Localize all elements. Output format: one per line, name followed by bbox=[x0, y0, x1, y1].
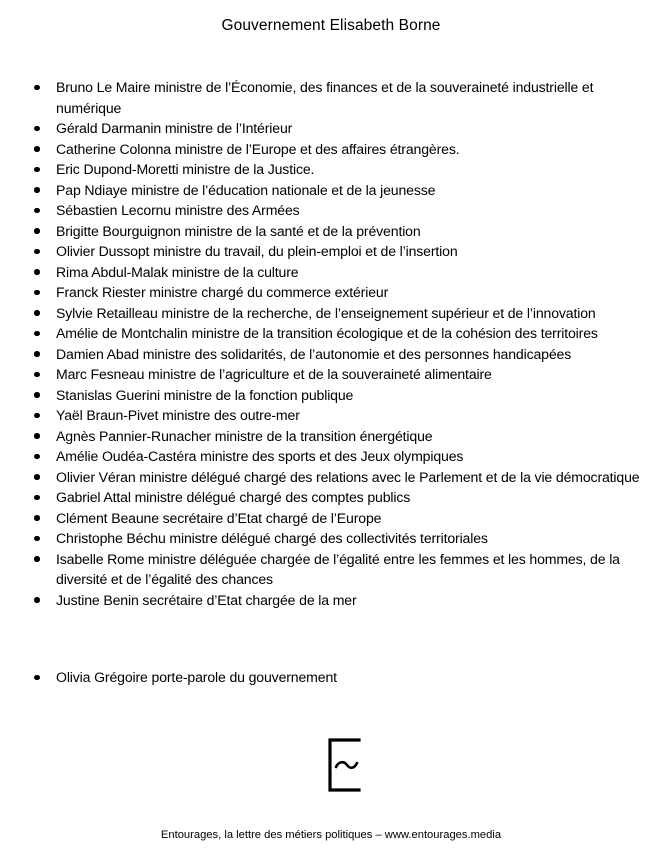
list-item-text: Pap Ndiaye ministre de l’éducation nationale et de la jeunesse bbox=[56, 181, 436, 198]
list-item-text: Justine Benin secrétaire d’Etat chargée de la mer bbox=[56, 591, 357, 608]
list-item-text: Olivier Dussopt ministre du travail, du plein-emploi et de l’insertion bbox=[56, 243, 458, 259]
list-item bbox=[32, 487, 642, 508]
list-item-text: Rima Abdul-Malak ministre de la culture bbox=[56, 263, 299, 280]
list-item-text: Sylvie Retailleau ministre de la recherche, de l’enseignement supérieur et de l’innovation bbox=[56, 304, 596, 321]
entourages-e-logo-icon bbox=[325, 737, 365, 793]
list-item bbox=[32, 344, 642, 365]
bullet-icon bbox=[34, 536, 40, 542]
list-item bbox=[32, 303, 642, 324]
list-item-text: Catherine Colonna ministre de l’Europe et des affaires étrangères. bbox=[56, 140, 460, 157]
bullet-icon bbox=[34, 495, 40, 501]
bullet-icon bbox=[34, 413, 40, 419]
list-item bbox=[32, 241, 642, 262]
list-item-text: Isabelle Rome ministre déléguée chargée de l’égalité entre les femmes et les hommes, de la diversité et de l’égalité des chances bbox=[56, 550, 620, 587]
list-item-text: Agnès Pannier-Runacher ministre de la transition énergétique bbox=[56, 427, 433, 444]
list-item-text: Gabriel Attal ministre délégué chargé des comptes publics bbox=[56, 489, 411, 505]
list-item bbox=[32, 467, 642, 488]
bullet-icon bbox=[34, 597, 40, 603]
list-item bbox=[32, 118, 642, 139]
list-item bbox=[32, 262, 642, 283]
bullet-icon bbox=[34, 331, 40, 337]
list-item-text: Clément Beaune secrétaire d’Etat chargé de l’Europe bbox=[56, 509, 382, 526]
list-item bbox=[32, 77, 642, 118]
list-item-text: Sébastien Lecornu ministre des Armées bbox=[56, 202, 300, 218]
list-item-text: Olivier Véran ministre délégué chargé des relations avec le Parlement et de la vie démocratique bbox=[56, 468, 640, 485]
list-item bbox=[32, 323, 642, 344]
list-item bbox=[32, 549, 642, 590]
list-item bbox=[32, 508, 642, 529]
bullet-icon bbox=[34, 433, 40, 439]
list-item-text: Marc Fesneau ministre de l’agriculture et de la souveraineté alimentaire bbox=[56, 366, 492, 382]
list-item-text: Franck Riester ministre chargé du commerce extérieur bbox=[56, 284, 389, 300]
logo-tilde-stroke bbox=[336, 762, 357, 768]
list-item-text: Eric Dupond-Moretti ministre de la Justice. bbox=[56, 161, 315, 177]
list-item-text: Damien Abad ministre des solidarités, de l’autonomie et des personnes handicapées bbox=[56, 345, 572, 362]
page-title: Gouvernement Elisabeth Borne bbox=[221, 17, 441, 34]
bullet-icon bbox=[34, 392, 40, 398]
list-item bbox=[32, 200, 642, 221]
spokesperson-list bbox=[32, 667, 642, 688]
list-item-text: Gérald Darmanin ministre de l’Intérieur bbox=[56, 120, 293, 136]
list-item bbox=[32, 446, 642, 467]
list-item bbox=[32, 159, 642, 180]
bullet-icon bbox=[34, 515, 40, 521]
bullet-icon bbox=[34, 208, 40, 214]
bullet-icon bbox=[34, 351, 40, 357]
list-item bbox=[32, 364, 642, 385]
list-item bbox=[32, 528, 642, 549]
bullet-icon bbox=[34, 269, 40, 275]
list-item-text: Brigitte Bourguignon ministre de la santé et de la prévention bbox=[56, 222, 421, 239]
list-item-text: Bruno Le Maire ministre de l’Économie, des finances et de la souveraineté industrielle et numérique bbox=[56, 79, 594, 116]
bullet-icon bbox=[34, 228, 40, 234]
bullet-icon bbox=[34, 310, 40, 316]
list-item bbox=[32, 426, 642, 447]
list-item bbox=[32, 221, 642, 242]
footer-text: Entourages, la lettre des métiers politiques – www.entourages.media bbox=[160, 829, 502, 841]
list-item-text: Yaël Braun-Pivet ministre des outre-mer bbox=[56, 407, 300, 423]
bullet-icon bbox=[34, 556, 40, 562]
bullet-icon bbox=[34, 290, 40, 296]
ministers-list bbox=[32, 77, 642, 610]
bullet-icon bbox=[34, 126, 40, 132]
list-item-text: Stanislas Guerini ministre de la fonction publique bbox=[56, 386, 354, 403]
bullet-icon bbox=[34, 167, 40, 173]
list-item bbox=[32, 590, 642, 611]
list-item-text: Amélie de Montchalin ministre de la transition écologique et de la cohésion des territoires bbox=[56, 325, 598, 341]
bullet-icon bbox=[34, 454, 40, 460]
list-item bbox=[32, 385, 642, 406]
bullet-icon bbox=[34, 372, 40, 378]
list-item-text: Christophe Béchu ministre délégué chargé des collectivités territoriales bbox=[56, 530, 488, 546]
bullet-icon bbox=[34, 474, 40, 480]
bullet-icon bbox=[34, 146, 40, 152]
list-item bbox=[32, 405, 642, 426]
bullet-icon bbox=[34, 187, 40, 193]
list-item-text: Amélie Oudéa-Castéra ministre des sports et des Jeux olympiques bbox=[56, 448, 464, 464]
list-item-text: Olivia Grégoire porte-parole du gouvernement bbox=[56, 669, 337, 685]
bullet-icon bbox=[34, 249, 40, 255]
list-item bbox=[32, 667, 642, 688]
list-item bbox=[32, 139, 642, 160]
bullet-icon bbox=[34, 675, 40, 681]
bullet-icon bbox=[34, 85, 40, 91]
list-item bbox=[32, 282, 642, 303]
list-item bbox=[32, 180, 642, 201]
